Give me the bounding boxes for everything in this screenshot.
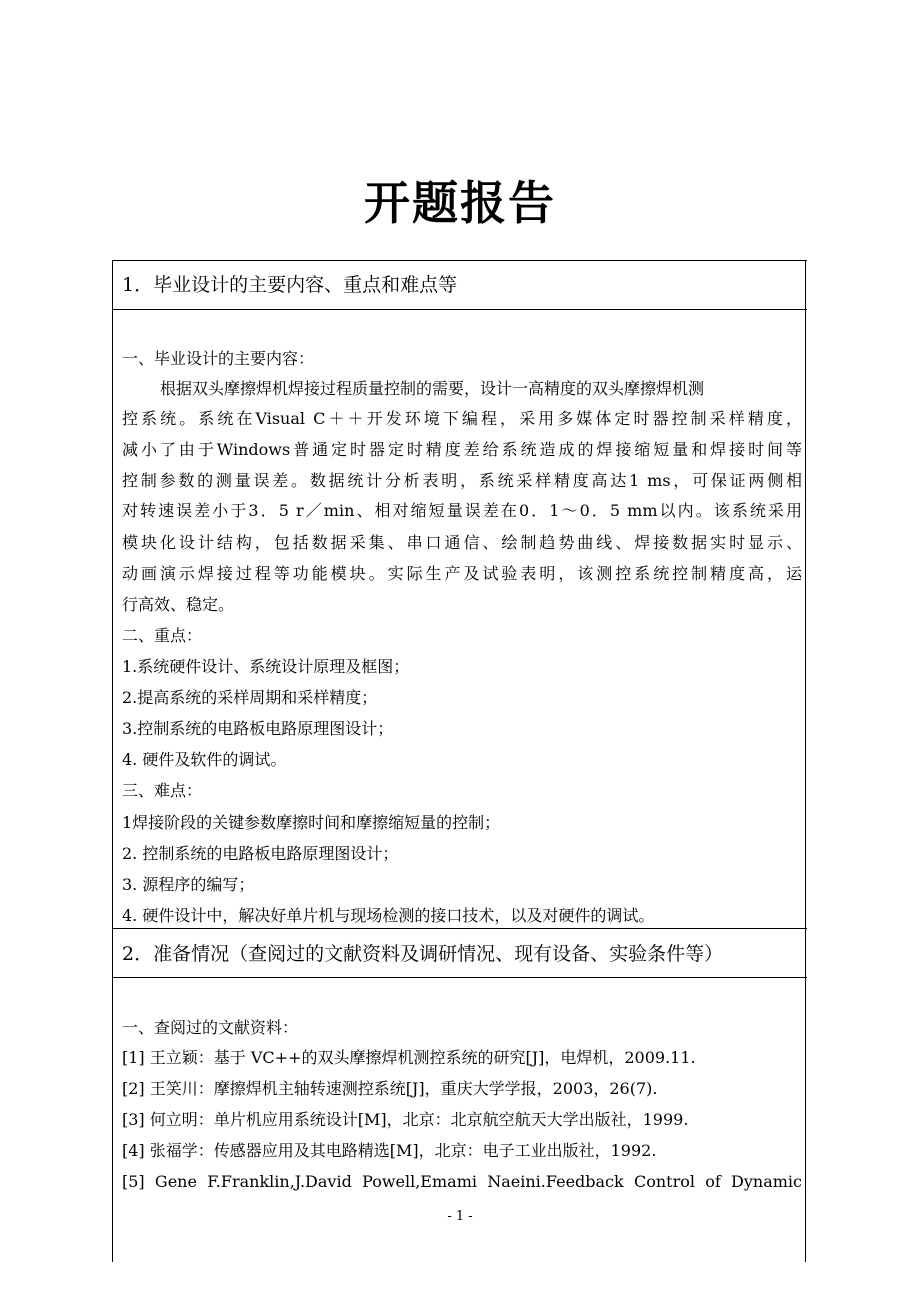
page-number: - 1 - <box>447 1209 473 1224</box>
paragraph-line: 行高效、稳定。 <box>122 595 235 614</box>
reference-item: [5] Gene F.Franklin,J.David Powell,Emami Naeini.Feedback Control of Dynamic <box>122 1172 802 1191</box>
reference-item: [1] 王立颖：基于 VC++的双头摩擦焊机测控系统的研究[J]，电焊机，2009.11. <box>122 1048 696 1067</box>
section1-heading: 1．毕业设计的主要内容、重点和难点等 <box>122 274 458 296</box>
section1-subheading-content: 一、毕业设计的主要内容： <box>122 349 315 368</box>
paragraph-line: 动画演示焊接过程等功能模块。实际生产及试验表明，该测控系统控制精度高，运 <box>122 564 802 583</box>
difficulty-item: 2. 控制系统的电路板电路原理图设计； <box>122 844 399 863</box>
paragraph-line: 控制参数的测量误差。数据统计分析表明，系统采样精度高达1 ms，可保证两侧相 <box>122 471 802 490</box>
key-point-item: 4. 硬件及软件的调试。 <box>122 750 287 769</box>
reference-item: [2] 王笑川：摩擦焊机主轴转速测控系统[J]，重庆大学学报，2003，26(7). <box>122 1079 658 1098</box>
section1-subheading-difficulties: 三、难点： <box>122 781 203 800</box>
section2-heading-divider <box>112 977 807 978</box>
section1-subheading-key-points: 二、重点： <box>122 626 203 645</box>
key-point-item: 1.系统硬件设计、系统设计原理及框图； <box>122 657 410 676</box>
paragraph-line: 对转速误差小于3．5 r／min、相对缩短量误差在0．1～0．5 mm以内。该系统采用 <box>122 501 802 520</box>
paragraph-line: 控系统。系统在Visual C＋＋开发环境下编程，采用多媒体定时器控制采样精度， <box>122 409 802 428</box>
section2-heading: 2．准备情况（查阅过的文献资料及调研情况、现有设备、实验条件等） <box>122 943 724 965</box>
section2-top-divider <box>112 928 807 929</box>
difficulty-item: 1焊接阶段的关键参数摩擦时间和摩擦缩短量的控制； <box>122 813 501 832</box>
paragraph-line: 减小了由于Windows普通定时器定时精度差给系统造成的焊接缩短量和焊接时间等 <box>122 440 802 459</box>
document-title: 开题报告 <box>364 176 556 230</box>
section1-heading-divider <box>112 309 807 310</box>
key-point-item: 3.控制系统的电路板电路原理图设计； <box>122 719 394 738</box>
reference-item: [3] 何立明：单片机应用系统设计[M]，北京：北京航空航天大学出版社，1999. <box>122 1110 689 1129</box>
reference-item: [4] 张福学：传感器应用及其电路精选[M]，北京：电子工业出版社，1992. <box>122 1141 657 1160</box>
paragraph-line: 模块化设计结构，包括数据采集、串口通信、绘制趋势曲线、焊接数据实时显示、 <box>122 533 802 552</box>
section2-subheading-literature: 一、查阅过的文献资料： <box>122 1018 299 1037</box>
table-border-top <box>112 260 807 261</box>
difficulty-item: 3. 源程序的编写； <box>122 875 255 894</box>
key-point-item: 2.提高系统的采样周期和采样精度； <box>122 688 378 707</box>
difficulty-item: 4. 硬件设计中，解决好单片机与现场检测的接口技术，以及对硬件的调试。 <box>122 906 655 925</box>
paragraph-line: 根据双头摩擦焊机焊接过程质量控制的需要，设计一高精度的双头摩擦焊机测 <box>160 379 705 398</box>
